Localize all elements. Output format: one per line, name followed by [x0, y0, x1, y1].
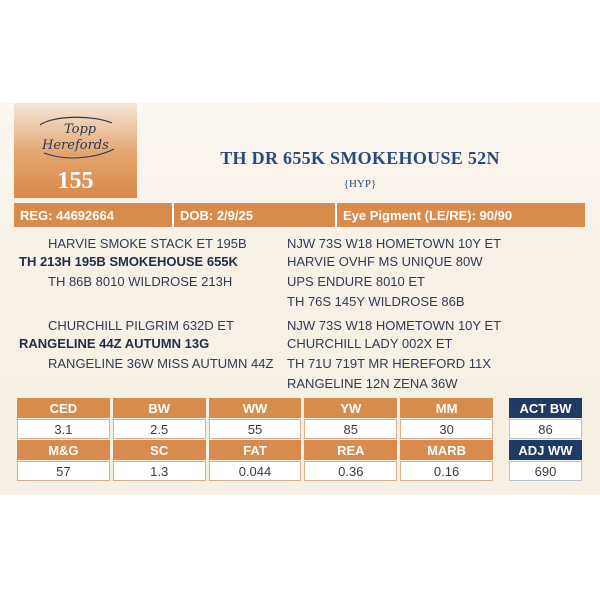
adj-ww-value: 690 [509, 461, 582, 481]
pedigree-r4: TH 76S 145Y WILDROSE 86B [287, 294, 465, 309]
pedigree-dam-sire: CHURCHILL PILGRIM 632D ET [48, 318, 234, 333]
pedigree-r2: HARVIE OVHF MS UNIQUE 80W [287, 254, 483, 269]
pedigree-r6: CHURCHILL LADY 002X ET [287, 336, 453, 351]
act-bw-label: ACT BW [509, 398, 582, 418]
epd-value: 0.16 [400, 461, 493, 481]
epd-value: 55 [209, 419, 302, 439]
registration-bar [14, 203, 585, 227]
pedigree-r1: NJW 73S W18 HOMETOWN 10Y ET [287, 236, 502, 251]
epd-header: WW [209, 398, 302, 418]
epd-value: 1.3 [113, 461, 206, 481]
adj-ww-label: ADJ WW [509, 440, 582, 460]
epd-header-row-2 [17, 440, 493, 460]
pedigree-sire: TH 213H 195B SMOKEHOUSE 655K [19, 254, 238, 269]
epd-header: REA [304, 440, 397, 460]
epd-value: 3.1 [17, 419, 110, 439]
epd-header: YW [304, 398, 397, 418]
topp-herefords-logo [34, 113, 118, 163]
svg-text:Herefords: Herefords [42, 138, 109, 153]
epd-header: FAT [209, 440, 302, 460]
epd-value: 2.5 [113, 419, 206, 439]
pedigree-dam: RANGELINE 44Z AUTUMN 13G [19, 336, 210, 351]
pedigree-r7: TH 71U 719T MR HEREFORD 11X [287, 356, 491, 371]
pedigree-r3: UPS ENDURE 8010 ET [287, 274, 425, 289]
epd-header: SC [113, 440, 206, 460]
adj-ww-box [509, 440, 582, 481]
pedigree-r8: RANGELINE 12N ZENA 36W [287, 376, 458, 391]
dob: DOB: 2/9/25 [174, 203, 337, 227]
act-bw-value: 86 [509, 419, 582, 439]
epd-header: MM [400, 398, 493, 418]
epd-header: BW [113, 398, 206, 418]
epd-header: CED [17, 398, 110, 418]
lot-header-box [14, 103, 137, 198]
eye-pigment: Eye Pigment (LE/RE): 90/90 [343, 207, 513, 223]
svg-text:Topp: Topp [64, 122, 97, 137]
pedigree-r5: NJW 73S W18 HOMETOWN 10Y ET [287, 318, 502, 333]
act-bw-box [509, 398, 582, 439]
pedigree-sire-dam: TH 86B 8010 WILDROSE 213H [48, 274, 233, 289]
epd-header: M&G [17, 440, 110, 460]
epd-value: 0.044 [209, 461, 302, 481]
epd-value-row-2 [17, 461, 493, 481]
epd-value: 85 [304, 419, 397, 439]
epd-header-row-1 [17, 398, 493, 418]
lot-number: 155 [57, 168, 94, 194]
pedigree-sire-sire: HARVIE SMOKE STACK ET 195B [48, 236, 247, 251]
epd-table [17, 398, 493, 482]
pedigree-dam-dam: RANGELINE 36W MISS AUTUMN 44Z [48, 356, 274, 371]
epd-value: 57 [17, 461, 110, 481]
epd-value-row-1 [17, 419, 493, 439]
animal-tag: {HYP} [343, 178, 377, 190]
epd-value: 0.36 [304, 461, 397, 481]
epd-header: MARB [400, 440, 493, 460]
reg-number: REG: 44692664 [14, 203, 174, 227]
epd-value: 30 [400, 419, 493, 439]
animal-name: TH DR 655K SMOKEHOUSE 52N [220, 148, 500, 168]
